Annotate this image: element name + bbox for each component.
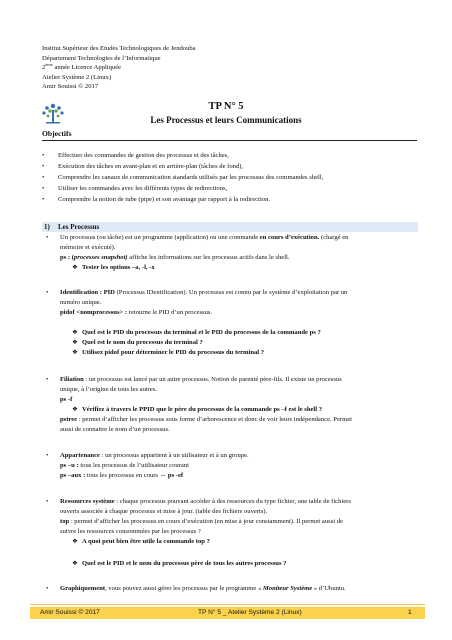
institut-line: Institut Supérieur des Etudes Technologiques de Jendouba [42,45,196,52]
atelier-line: Atelier Système 2 (Linux) [42,73,112,81]
question-item: ❖ Tester les options –a, -l, -x [72,264,155,271]
objectifs-heading: Objectifs [42,129,72,138]
question-item: ❖ Quel est le nom du processus du terminal ? [72,339,203,346]
footer-course: TP N° 5 _ Atelier Système 2 (Linux) [198,609,302,616]
tp-title: TP N° 5 [208,101,244,112]
page-footer [30,604,425,619]
document-header [42,44,196,92]
question-item: ❖ Utilisez pidof pour déterminer le PID du processus du terminal ? [72,349,265,356]
tp-subtitle: Les Processus et leurs Communications [150,115,302,125]
iset-logo-icon [36,100,70,126]
footer-page-number: 1 [408,609,412,616]
question-item: ❖ Vérifiez à travers le PPID que le père du processus de la commande ps –f est le shell ? [72,406,323,413]
annee-line: 2ème année Licence Appliquée [42,62,122,72]
question-item: ❖ Quel est le PID et le nom du processus père de tous les autres processus ? [72,560,287,567]
footer-author: Amir Souissi © 2017 [40,609,100,616]
departement-line: Département Technologies de l’Informatique [42,54,161,62]
question-item: ❖ A quoi peut bien être utile la commande top ? [72,538,210,545]
section-heading-processus: 1) Les Processus [42,222,418,232]
auteur-line: Amir Souissi © 2017 [42,83,99,91]
question-item: ❖ Quel est le PID du processus du terminal et le PID du processus de la commande ps ? [72,329,321,336]
objectifs-divider [42,140,417,141]
document-page: Institut Supérieur des Etudes Technologiques de Jendouba Département Technologies de l’Informatique 2ème année Licence Appliquée Atelier Système 2 (Linux) Amir Souissi © 2017 TP N° 5 Les Processus et leurs Communications Objectifs • Effectuer des commandes de gestion des processus et des tâches, • Exécution des tâches en avant-plan et en arrière-plan (tâches de fond), • Comprendre les canaux de communication standards utilisés par les processus des commandes shell, • Utiliser les commandes avec les différents types de redirections, • Comprendre la notion de tube (pipe) et son avantage par rapport à la redirection. 1) Les Processus • Un processus (ou tâche) est un programme (application) ou une commande en cours d’exécution. (chargé en mémoire et exécuté). ps : (processes snapshot) affiche les informations sur les processus actifs dans le shell. ❖ Tester les options –a, -l, -x • Identification : PID (Processus IDentification). Un processus est connu par le système d’exploitation par un numéro unique. pidof <nomprocessus> : retourne le PID d’un processus. ❖ Quel est le PID du processus du terminal et le PID du processus de la commande ps ? ❖ Quel est le nom du processus du terminal ? ❖ Utilisez pidof pour déterminer le PID du processus du terminal ? • Filiation : un processus est lancé par un autre processus. Notion de parenté père-fils. Il existe un processus unique, à l’origine de tous les autres. ps -f ❖ Vérifiez à travers le PPID que le père du processus de la commande ps –f est le shell ? pstree : permet d’afficher les processus sous forme d’arborescence et donc de voir leurs indépendance. Permet aussi de connaitre le nom d’un processus. • Appartenance : un processus appartient à un utilisateur et à un groupe. ps –u : tous les processus de l’utilisateur courant ps –aux : tous les processus en cours ⇔ ps -ef • Ressources système : chaque processus pouvant accéder à des ressources du type fichier, une table de fichiers ouverts associée à chaque processus et mise à jour. (table des fichiers ouverts). top : permet d’afficher les processus en cours d’exécution (en mise à jour constamment). Il permet aussi de suivre les ressources consommées par les processus ? ❖ A quoi peut bien être utile la commande top ? ❖ Quel est le PID et le nom du processus père de tous les autres processus ? • Graphiquement, vous pouvez aussi gérer les processus par le programme « Moniteur Système » d’Ubuntu. Amir Souissi © 2017 TP N° 5 _ Atelier Système 2 (Linux) 1 [0,0,452,640]
